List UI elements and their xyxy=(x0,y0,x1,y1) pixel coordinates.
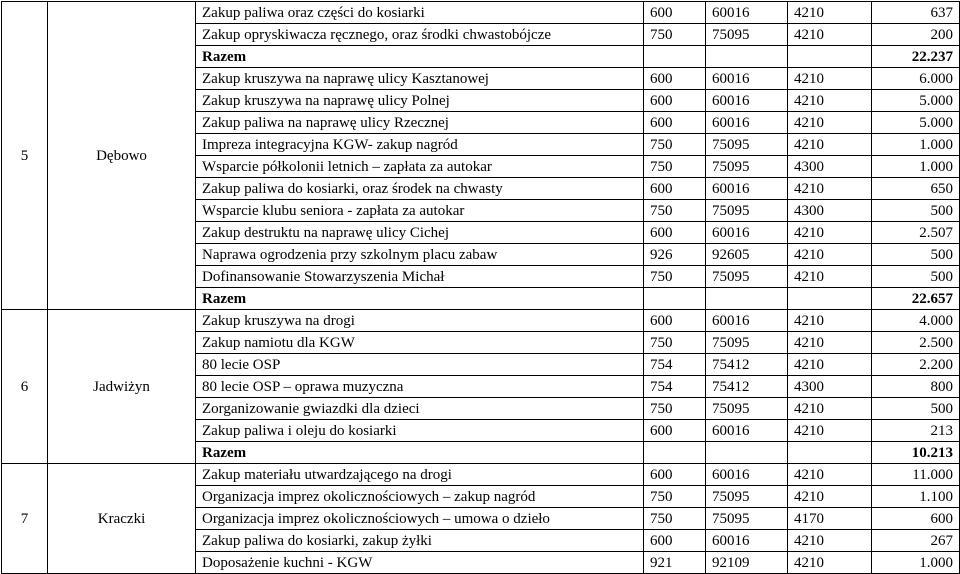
section-code: 750 xyxy=(644,508,706,530)
chapter-code: 60016 xyxy=(706,178,788,200)
section-code: 600 xyxy=(644,178,706,200)
amount: 200 xyxy=(872,24,960,46)
chapter-code: 75095 xyxy=(706,266,788,288)
chapter-code: 60016 xyxy=(706,2,788,24)
task-description: Zakup opryskiwacza ręcznego, oraz środki chwastobójcze xyxy=(196,24,644,46)
chapter-code: 92109 xyxy=(706,552,788,574)
paragraph-code: 4210 xyxy=(788,552,872,574)
section-code: 750 xyxy=(644,266,706,288)
task-description: Zorganizowanie gwiazdki dla dzieci xyxy=(196,398,644,420)
paragraph-code: 4210 xyxy=(788,398,872,420)
chapter-code xyxy=(706,288,788,310)
paragraph-code: 4210 xyxy=(788,222,872,244)
chapter-code: 75095 xyxy=(706,508,788,530)
village-name: Jadwiżyn xyxy=(48,310,196,464)
chapter-code xyxy=(706,46,788,68)
section-code xyxy=(644,288,706,310)
chapter-code: 60016 xyxy=(706,222,788,244)
chapter-code: 60016 xyxy=(706,420,788,442)
task-description: 80 lecie OSP xyxy=(196,354,644,376)
paragraph-code: 4210 xyxy=(788,310,872,332)
section-code: 600 xyxy=(644,112,706,134)
task-description: Zakup paliwa do kosiarki, oraz środek na chwasty xyxy=(196,178,644,200)
paragraph-code: 4210 xyxy=(788,464,872,486)
paragraph-code xyxy=(788,46,872,68)
paragraph-code: 4210 xyxy=(788,178,872,200)
task-description: Naprawa ogrodzenia przy szkolnym placu zabaw xyxy=(196,244,644,266)
amount: 5.000 xyxy=(872,90,960,112)
section-code: 750 xyxy=(644,398,706,420)
table-row xyxy=(2,464,960,486)
amount: 2.500 xyxy=(872,332,960,354)
paragraph-code: 4210 xyxy=(788,24,872,46)
amount: 267 xyxy=(872,530,960,552)
table-row xyxy=(2,310,960,332)
section-code: 754 xyxy=(644,376,706,398)
amount: 1.000 xyxy=(872,134,960,156)
amount: 600 xyxy=(872,508,960,530)
amount: 2.200 xyxy=(872,354,960,376)
amount: 500 xyxy=(872,200,960,222)
paragraph-code: 4210 xyxy=(788,134,872,156)
section-code: 750 xyxy=(644,486,706,508)
task-description: Zakup namiotu dla KGW xyxy=(196,332,644,354)
amount: 500 xyxy=(872,398,960,420)
section-code: 600 xyxy=(644,90,706,112)
chapter-code xyxy=(706,442,788,464)
task-description: 80 lecie OSP – oprawa muzyczna xyxy=(196,376,644,398)
task-description: Dofinansowanie Stowarzyszenia Michał xyxy=(196,266,644,288)
chapter-code: 75412 xyxy=(706,376,788,398)
amount: 500 xyxy=(872,266,960,288)
amount: 11.000 xyxy=(872,464,960,486)
task-description: Zakup materiału utwardzającego na drogi xyxy=(196,464,644,486)
task-description: Wsparcie półkolonii letnich – zapłata za autokar xyxy=(196,156,644,178)
total-amount: 22.657 xyxy=(872,288,960,310)
task-description: Doposażenie kuchni - KGW xyxy=(196,552,644,574)
section-code xyxy=(644,46,706,68)
amount: 1.000 xyxy=(872,156,960,178)
chapter-code: 60016 xyxy=(706,90,788,112)
paragraph-code: 4210 xyxy=(788,244,872,266)
amount: 5.000 xyxy=(872,112,960,134)
chapter-code: 75095 xyxy=(706,200,788,222)
section-code: 750 xyxy=(644,24,706,46)
table-row xyxy=(2,2,960,24)
task-description: Zakup paliwa na naprawę ulicy Rzecznej xyxy=(196,112,644,134)
paragraph-code xyxy=(788,442,872,464)
village-name: Dębowo xyxy=(48,2,196,310)
budget-table xyxy=(1,1,960,574)
task-description: Zakup paliwa do kosiarki, zakup żyłki xyxy=(196,530,644,552)
task-description: Zakup kruszywa na naprawę ulicy Kasztanowej xyxy=(196,68,644,90)
section-code: 600 xyxy=(644,310,706,332)
paragraph-code: 4210 xyxy=(788,486,872,508)
paragraph-code xyxy=(788,288,872,310)
paragraph-code: 4210 xyxy=(788,266,872,288)
task-description: Zakup kruszywa na naprawę ulicy Polnej xyxy=(196,90,644,112)
chapter-code: 75095 xyxy=(706,24,788,46)
amount: 800 xyxy=(872,376,960,398)
chapter-code: 60016 xyxy=(706,530,788,552)
chapter-code: 60016 xyxy=(706,464,788,486)
task-description: Wsparcie klubu seniora - zapłata za autokar xyxy=(196,200,644,222)
paragraph-code: 4210 xyxy=(788,332,872,354)
paragraph-code: 4170 xyxy=(788,508,872,530)
chapter-code: 75095 xyxy=(706,398,788,420)
amount: 1.100 xyxy=(872,486,960,508)
task-description: Zakup destruktu na naprawę ulicy Cichej xyxy=(196,222,644,244)
total-amount: 10.213 xyxy=(872,442,960,464)
amount: 213 xyxy=(872,420,960,442)
amount: 2.507 xyxy=(872,222,960,244)
chapter-code: 75095 xyxy=(706,332,788,354)
chapter-code: 92605 xyxy=(706,244,788,266)
section-code: 600 xyxy=(644,68,706,90)
section-code: 750 xyxy=(644,332,706,354)
village-name: Kraczki xyxy=(48,464,196,574)
section-code xyxy=(644,442,706,464)
chapter-code: 75095 xyxy=(706,156,788,178)
paragraph-code: 4210 xyxy=(788,2,872,24)
section-code: 926 xyxy=(644,244,706,266)
total-label: Razem xyxy=(196,288,644,310)
paragraph-code: 4210 xyxy=(788,530,872,552)
chapter-code: 60016 xyxy=(706,68,788,90)
section-code: 600 xyxy=(644,420,706,442)
section-code: 750 xyxy=(644,200,706,222)
section-code: 600 xyxy=(644,530,706,552)
task-description: Zakup paliwa oraz części do kosiarki xyxy=(196,2,644,24)
group-number: 6 xyxy=(2,310,48,464)
section-code: 600 xyxy=(644,464,706,486)
paragraph-code: 4210 xyxy=(788,90,872,112)
amount: 4.000 xyxy=(872,310,960,332)
chapter-code: 75095 xyxy=(706,134,788,156)
paragraph-code: 4300 xyxy=(788,200,872,222)
section-code: 600 xyxy=(644,222,706,244)
amount: 637 xyxy=(872,2,960,24)
chapter-code: 60016 xyxy=(706,112,788,134)
budget-table-body xyxy=(2,2,960,574)
total-label: Razem xyxy=(196,46,644,68)
chapter-code: 75412 xyxy=(706,354,788,376)
group-number: 7 xyxy=(2,464,48,574)
section-code: 600 xyxy=(644,2,706,24)
paragraph-code: 4210 xyxy=(788,112,872,134)
chapter-code: 60016 xyxy=(706,310,788,332)
paragraph-code: 4210 xyxy=(788,420,872,442)
total-label: Razem xyxy=(196,442,644,464)
section-code: 921 xyxy=(644,552,706,574)
amount: 650 xyxy=(872,178,960,200)
paragraph-code: 4210 xyxy=(788,68,872,90)
total-amount: 22.237 xyxy=(872,46,960,68)
task-description: Zakup kruszywa na drogi xyxy=(196,310,644,332)
chapter-code: 75095 xyxy=(706,486,788,508)
amount: 6.000 xyxy=(872,68,960,90)
paragraph-code: 4210 xyxy=(788,354,872,376)
task-description: Organizacja imprez okolicznościowych – umowa o dzieło xyxy=(196,508,644,530)
paragraph-code: 4300 xyxy=(788,376,872,398)
section-code: 754 xyxy=(644,354,706,376)
task-description: Organizacja imprez okolicznościowych – zakup nagród xyxy=(196,486,644,508)
amount: 1.000 xyxy=(872,552,960,574)
section-code: 750 xyxy=(644,156,706,178)
group-number: 5 xyxy=(2,2,48,310)
section-code: 750 xyxy=(644,134,706,156)
task-description: Zakup paliwa i oleju do kosiarki xyxy=(196,420,644,442)
amount: 500 xyxy=(872,244,960,266)
paragraph-code: 4300 xyxy=(788,156,872,178)
task-description: Impreza integracyjna KGW- zakup nagród xyxy=(196,134,644,156)
